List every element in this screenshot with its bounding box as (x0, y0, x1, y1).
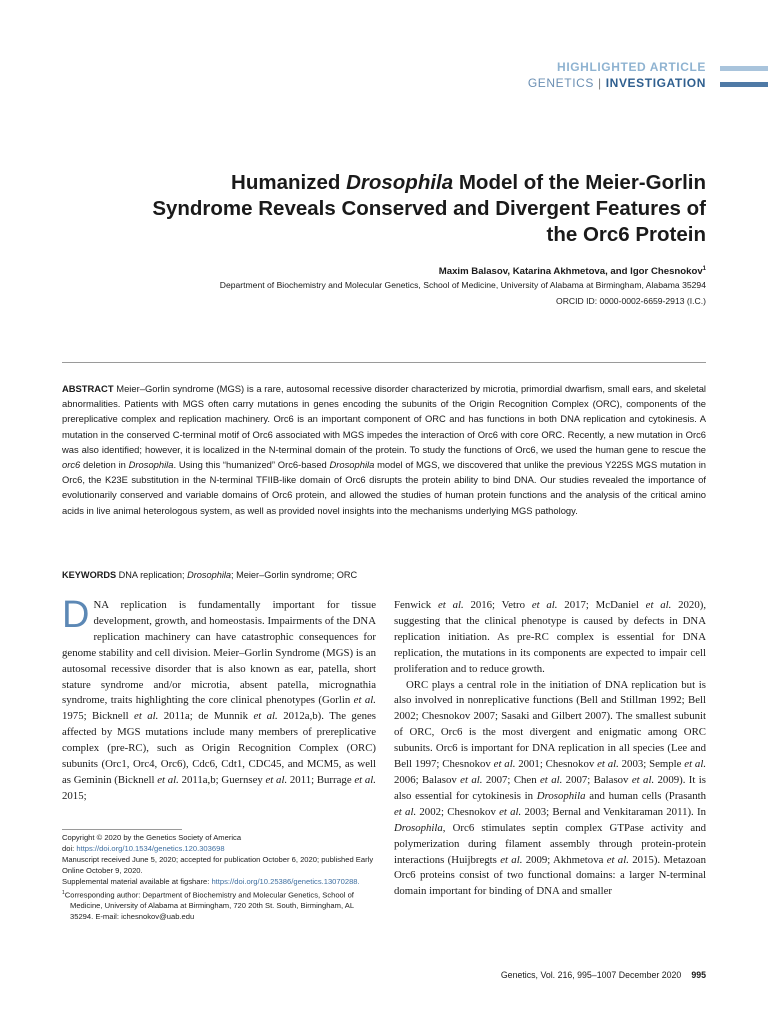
body-text: 2007; Balasov (562, 773, 632, 786)
corresponding-author (62, 888, 376, 923)
body-italic: et al. (684, 758, 707, 771)
title-part-1: Humanized (231, 171, 347, 194)
keywords-label: KEYWORDS (62, 570, 117, 580)
abstract (62, 381, 706, 518)
body-italic: et al. (394, 805, 417, 818)
journal-citation: Genetics, Vol. 216, 995–1007 December 2020 (500, 970, 682, 980)
abstract-label: ABSTRACT (62, 383, 114, 394)
body-text: 2020), suggesting that the clinical phenotype is caused by defects in DNA replication initiation. As pre-RC complex is essential for DNA replication, the mutations in its components are expected to impair cell proliferation and to reduce growth. (394, 599, 707, 675)
journal-name: GENETICS (527, 76, 595, 90)
body-italic: et al. (531, 599, 558, 611)
header-separator: | (598, 76, 602, 90)
body-italic: et al. (460, 773, 483, 786)
body-text: 2011a,b; Guernsey (178, 773, 266, 786)
author-footnote-mark: 1 (702, 266, 706, 272)
body-italic: et al. (157, 773, 179, 786)
abstract-text: Meier–Gorlin syndrome (MGS) is a rare, autosomal recessive disorder characterized by microtia, primordial dwarfism, small ears, and skeletal abnormalities. Patients with MGS often carry mutations in genes encoding the subunits of the Origin Recognition Complex (ORC), components of the prereplicative complex and replication machinery. Orc6 is an important component of ORC and has functions in both DNA replication and cytokinesis. A mutation in the conserved C-terminal motif of Orc6 associated with MGS impedes the interaction of Orc6 with core ORC. Recently, a new mutation in Orc6 was also identified; however, it is localized in the N-terminal domain of the protein. To study the functions of Orc6, we used the human gene to rescue the (62, 383, 706, 455)
body-italic: et al. (354, 773, 376, 786)
body-text: 2011; Burrage (287, 773, 355, 786)
doi-label: doi: (62, 843, 77, 853)
keywords-italic: Drosophila (187, 570, 232, 580)
abstract-italic: Drosophila (128, 459, 174, 471)
abstract-text: model of MGS, we discovered that unlike the previous Y225S MGS mutation in Orc6, the K23E substitution in the N-terminal TFIIB-like domain of Orc6 disrupts the protein ability to bind DNA. Our studies revealed the importance of evolutionarily conserved and variable domains of Orc6 protein, and allowed the studies of human protein functions and the analysis of the critical amino acids in live animal heterologous system, as well as provided novel insights into the mechanisms underlying MGS pathology. (62, 459, 706, 516)
abstract-italic: orc6 (62, 459, 81, 471)
body-text: 2002; Chesnokov (416, 805, 500, 818)
abstract-top-rule (62, 362, 706, 363)
body-text: Fenwick (394, 599, 438, 611)
keywords-text: DNA replication; (116, 570, 188, 580)
body-italic: Drosophila (536, 789, 586, 802)
body-text: 2015; (62, 789, 87, 802)
body-text: 2003; Bernal and Venkitaraman 2011). In (521, 805, 707, 818)
body-text: 2017; McDaniel (557, 599, 646, 611)
page-number: 995 (691, 970, 706, 980)
journal-section-label (528, 76, 706, 90)
body-italic: et al. (645, 599, 672, 611)
highlighted-article-label: HIGHLIGHTED ARTICLE (557, 60, 706, 74)
body-italic: et al. (499, 805, 522, 818)
copyright-line: Copyright © 2020 by the Genetics Society of America (62, 833, 242, 842)
body-text: ORC plays a central role in the initiation of DNA replication but is also involved in nonreplicative functions (Bell and Stillman 1992; Bell 2002; Chesnokov 2007; Sasaki and Gilbert 2007). The smallest subunit of ORC, Orc6 is the most divergent and enigmatic among ORC subunits. Orc6 is important for DNA replication in all species (Lee and Bell 1997; Chesnokov (394, 678, 706, 771)
body-text: 2015). Metazoan Orc6 proteins consist of two functional domains: a larger N-terminal domain important for binding of DNA and smaller (394, 853, 706, 898)
header-accent-bar-light (720, 66, 768, 71)
body-italic: et al. (493, 758, 516, 771)
keywords (62, 570, 706, 580)
title-part-2: Model of the Meier-Gorlin Syndrome Reveals Conserved and Divergent Features of the Orc6 Protein (152, 171, 706, 246)
author-list (439, 266, 706, 277)
abstract-italic: Drosophila (329, 459, 375, 471)
body-italic: et al. (437, 599, 464, 611)
body-text: 2009). It is also essential for cytokinesis in (394, 773, 706, 802)
body-text: 2006; Balasov (394, 773, 461, 786)
body-italic: et al. (597, 758, 619, 771)
article-title (146, 170, 706, 248)
abstract-text: . Using this “humanized” Orc6-based (173, 459, 330, 471)
body-text: 2012a,b). The genes affected by MGS mutations include many members of prereplicative complex (pre-RC), such as Origin Recognition Complex (ORC) subunits (Orc1, Orc4, Orc6), Cdc6, Cdt1, CDC45, and MCM5, as well as Geminin (Bicknell (62, 710, 376, 786)
body-text: , Orc6 stimulates septin complex GTPase activity and polymerization during filament assembly through protein-protein interactions (Huijbregts (394, 821, 706, 866)
section-name: INVESTIGATION (605, 76, 706, 90)
abstract-text: deletion in (80, 459, 129, 471)
body-italic: et al. (134, 710, 159, 723)
body-text: 2009; Akhmetova (522, 853, 607, 866)
body-text: 2001; Chesnokov (515, 758, 598, 771)
body-italic: et al. (353, 694, 376, 707)
doi-line (62, 844, 376, 855)
body-italic: et al. (500, 853, 523, 866)
header-accent-bar-dark (720, 82, 768, 87)
body-text: 2007; Chen (482, 773, 541, 786)
footnote-rule (62, 829, 182, 830)
body-text: 2016; Vetro (463, 599, 532, 611)
body-left-column (62, 594, 376, 805)
body-italic: et al. (606, 853, 629, 866)
page-footer (501, 970, 706, 980)
supplemental-line (62, 877, 376, 888)
body-right-column (394, 598, 706, 900)
body-text: 2003; Semple (618, 758, 685, 771)
paragraph-1 (394, 598, 706, 678)
body-italic: et al. (253, 710, 278, 723)
title-italic: Drosophila (346, 171, 454, 194)
body-italic: et al. (631, 773, 655, 786)
corr-mark: 1 (62, 889, 65, 896)
corr-text: Corresponding author: Department of Biochemistry and Molecular Genetics, School of Medicine, University of Alabama at Birmingham, 720 20th St. South, Birmingham, AL 35294. E-mail: ichesnokov@uab.edu (64, 890, 354, 921)
author-names: Maxim Balasov, Katarina Akhmetova, and Igor Chesnokov (438, 266, 703, 278)
body-italic: Drosophila (394, 821, 443, 834)
intro-paragraph (62, 594, 376, 805)
footnotes (62, 833, 376, 923)
orcid-id: ORCID ID: 0000-0002-6659-2913 (I.C.) (556, 296, 706, 306)
keywords-text: ; Meier–Gorlin syndrome; ORC (231, 570, 358, 580)
body-italic: et al. (540, 773, 563, 786)
body-text: NA replication is fundamentally important for tissue development, growth, and homeostasis. Impairments of the DNA replication machinery can have catastrophic consequences for genome stability and cell division. Meier–Gorlin Syndrome (MGS) is an autosomal recessive disorder that is also known as ear, patella, short stature syndrome and/or microtia, absent patella, micrognathia syndrome, traits highlighting the core clinical phenotypes (Gorlin (62, 599, 376, 707)
doi-link[interactable]: https://doi.org/10.1534/genetics.120.303698 (76, 843, 225, 853)
received-line: Manuscript received June 5, 2020; accepted for publication October 6, 2020; published Early Online October 9, 2020. (62, 854, 374, 875)
supplemental-label: Supplemental material available at figshare: (62, 876, 212, 886)
affiliation: Department of Biochemistry and Molecular Genetics, School of Medicine, University of Alabama at Birmingham, Alabama 35294 (219, 280, 706, 290)
supplemental-link[interactable]: https://doi.org/10.25386/genetics.13070288. (211, 876, 360, 886)
drop-cap: D (62, 594, 90, 636)
body-text: 1975; Bicknell (62, 710, 135, 723)
body-italic: et al. (265, 773, 288, 786)
body-text: and human cells (Prasanth (585, 789, 706, 802)
paragraph-2 (394, 678, 706, 901)
body-text: 2011a; de Munnik (158, 710, 254, 723)
